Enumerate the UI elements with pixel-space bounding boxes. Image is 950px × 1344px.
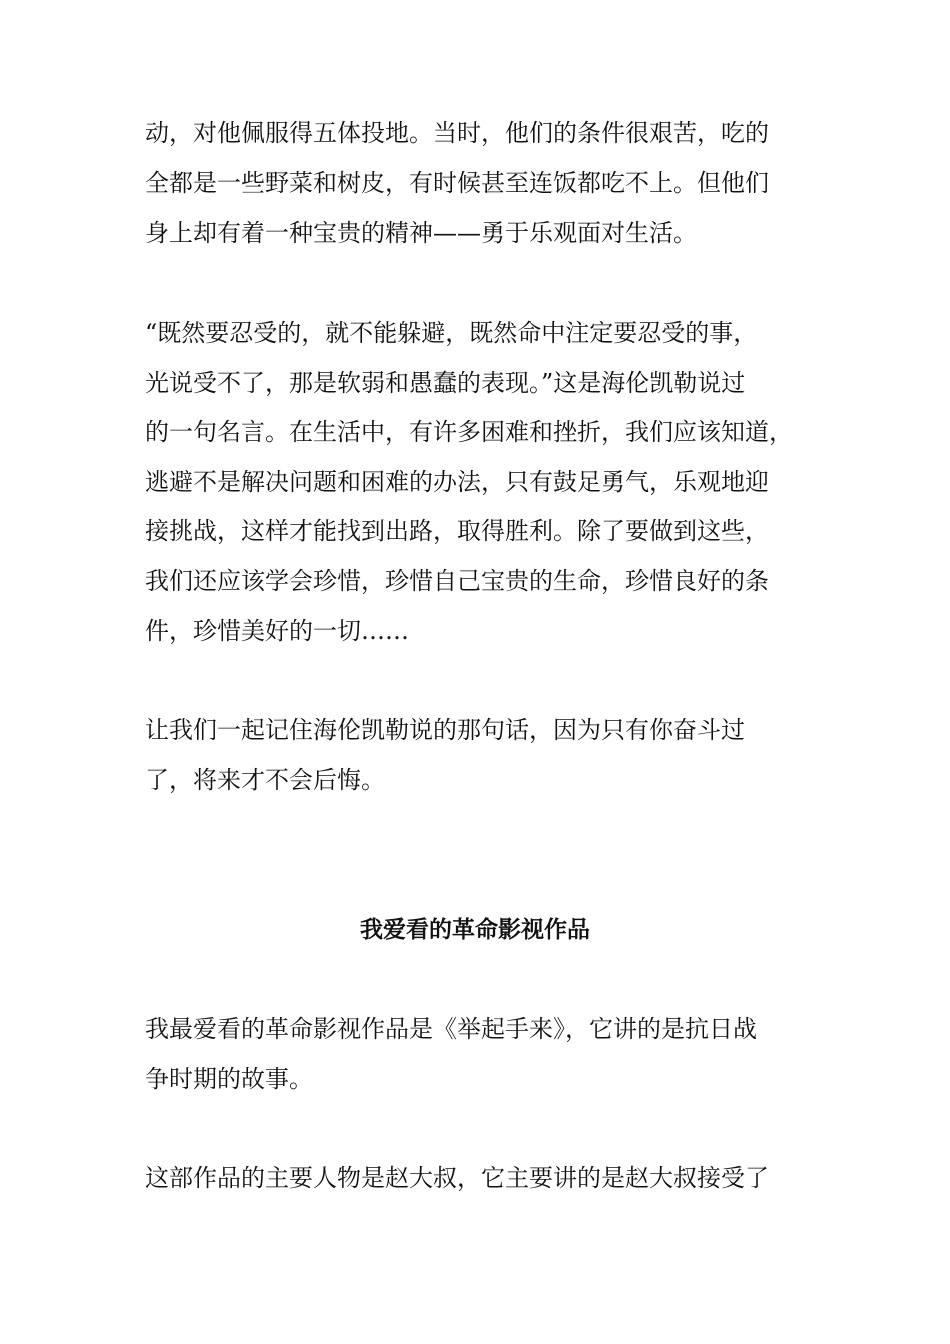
paragraph-2-line-4: 逃避不是解决问题和困难的办法，只有鼓足勇气，乐观地迎 (145, 468, 769, 496)
paragraph-2-line-6: 我们还应该学会珍惜，珍惜自己宝贵的生命，珍惜良好的条 (145, 567, 769, 595)
section-paragraph-1-line-1: 我最爱看的革命影视作品是《举起手来》，它讲的是抗日战 (145, 1015, 757, 1043)
paragraph-3-line-1: 让我们一起记住海伦凯勒说的那句话，因为只有你奋斗过 (145, 716, 745, 744)
paragraph-2-line-7: 件，珍惜美好的一切…… (145, 617, 409, 645)
section-paragraph-1-line-2: 争时期的故事。 (145, 1065, 313, 1093)
paragraph-1-line-2: 全都是一些野菜和树皮，有时候甚至连饭都吃不上。但他们 (145, 169, 769, 197)
paragraph-2-line-2: 光说受不了，那是软弱和愚蠢的表现。”这是海伦凯勒说过 (145, 369, 746, 397)
section-paragraph-2-line-1: 这部作品的主要人物是赵大叔，它主要讲的是赵大叔接受了 (145, 1164, 769, 1192)
paragraph-2-line-5: 接挑战，这样才能找到出路，取得胜利。除了要做到这些， (145, 517, 769, 545)
paragraph-1-line-3: 身上却有着一种宝贵的精神——勇于乐观面对生活。 (145, 219, 697, 247)
paragraph-3-line-2: 了，将来才不会后悔。 (145, 766, 385, 794)
paragraph-2-line-1: “既然要忍受的，就不能躲避，既然命中注定要忍受的事， (145, 319, 758, 347)
paragraph-1-line-1: 动，对他佩服得五体投地。当时，他们的条件很艰苦，吃的 (145, 119, 769, 147)
paragraph-2-line-3: 的一句名言。在生活中，有许多困难和挫折，我们应该知道， (145, 418, 793, 446)
section-title: 我爱看的革命影视作品 (360, 917, 590, 943)
